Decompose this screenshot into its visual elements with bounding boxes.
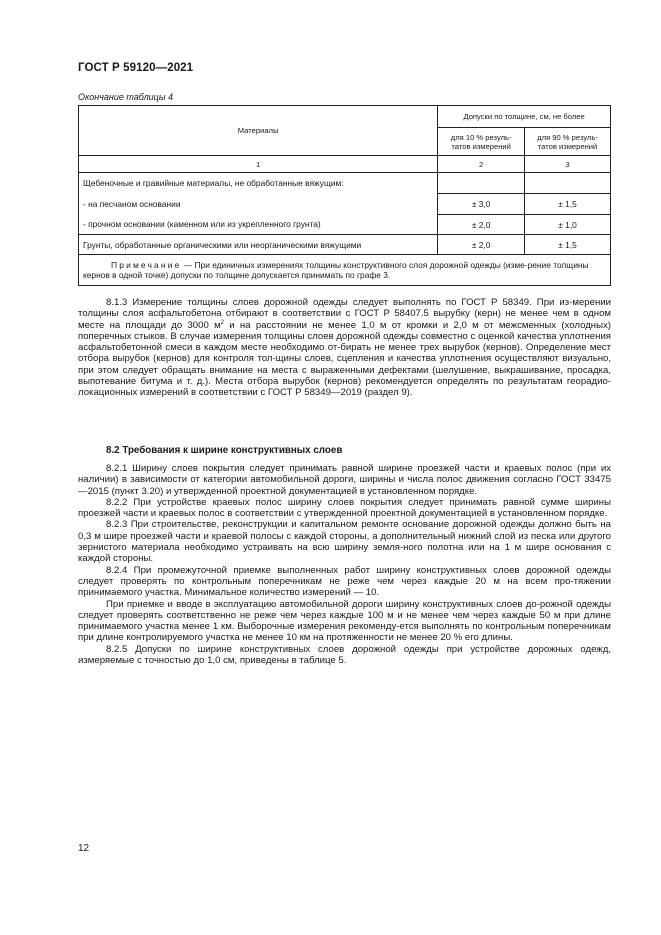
row-material: Щебеночные и гравийные материалы, не обработанные вяжущим:: [79, 173, 438, 194]
paragraph-8-2-1: 8.2.1 Ширину слоев покрытия следует принимать равной ширине проезжей части и краевых полос (при их наличии) в зависимости от категории автомобильной дороги, ширины и числа полос движения согласно ГОСТ 33475—2015 (пункт 3.20) и утвержденной проектной документацией в установленном порядке.: [78, 463, 611, 497]
table-row: [79, 173, 611, 194]
row-value-10: ± 3,0: [438, 194, 525, 215]
col-header-90pct: для 90 % резуль-татов измерений: [525, 128, 611, 156]
row-material: - на песчаном основании: [79, 194, 438, 215]
paragraph-text: и на расстоянии не менее 1,0 м от кромки и 2,0 м от межсменных (холодных) поперечных стыков. В случае измерения толщины слоев дорожной одежды совместно с оценкой качества уплотнения асфальтобетонной смеси в каждом месте необходимо от-бирать не менее трех вырубок (кернов). Определение мест отбора вырубок (кернов) для контроля тол-щины слоев, сцепления и качества уплотнения осуществляют визуально, при этом следует обращать внимание на места с выраженными дефектами (шелушение, выкрашивание, просадка, выпотевание битума и т. д.). Места отбора вырубок (кернов) рекомендуется определять по результатам георадио-локационных измерений в соответствии с ГОСТ Р 58349—2019 (раздел 9).: [78, 319, 611, 399]
document-header: ГОСТ Р 59120—2021: [78, 62, 194, 74]
row-value-10: ± 2,0: [438, 235, 525, 255]
col-header-tolerance: Допуски по толщине, см, не более: [438, 106, 611, 128]
superscript: 2: [220, 319, 225, 326]
col-number-3: 3: [525, 156, 611, 173]
section-heading-8-2: 8.2 Требования к ширине конструктивных слоев: [106, 445, 343, 456]
paragraph-text: 8.1.3 Измерение толщины слоев дорожной одежды следует выполнять по ГОСТ Р 58349. При из-мерении толщины слоя асфальтобетона отбирают в соответствии с ГОСТ Р 58407.5 вырубку (керн) не менее чем в одном месте на площади до 3000 м: [78, 297, 611, 331]
page-number: 12: [78, 843, 90, 854]
note-text: — При единичных измерениях толщины конструктивного слоя дорожной одежды (изме-рение толщины кернов в одной точке) допуски по толщине допускается принимать по графе 3.: [83, 260, 589, 280]
row-value-90: [525, 173, 611, 194]
row-value-90: ± 1,5: [525, 235, 611, 255]
paragraph-8-2-2: 8.2.2 При устройстве краевых полос ширину слоев покрытия следует принимать равной сумме ширины проезжей части и краевых полос в соответствии с утвержденной проектной документацией в установленном порядке.: [78, 496, 611, 520]
row-value-90: ± 1,5: [525, 194, 611, 215]
table-4: [78, 105, 611, 286]
col-header-10pct: для 10 % резуль-татов измерений: [438, 128, 525, 156]
table-row: [79, 215, 611, 235]
section-8-2-body: [78, 463, 611, 666]
row-value-10: ± 2,0: [438, 215, 525, 235]
row-material: - прочном основании (каменном или из укрепленного грунта): [79, 215, 438, 235]
table-note: [79, 255, 611, 286]
paragraph-8-1-3: [78, 297, 611, 399]
table-caption: Окончание таблицы 4: [78, 92, 173, 102]
row-value-10: [438, 173, 525, 194]
paragraph-8-2-4: 8.2.4 При промежуточной приемке выполненных работ ширину конструктивных слоев дорожной одежды следует проверять по контрольным поперечникам не реже чем через каждые 20 м на всем про-тяжении принимаемого участка. Минимальное количество измерений — 10.: [78, 564, 611, 599]
table-row: [79, 235, 611, 255]
col-header-materials: Материалы: [79, 106, 438, 156]
paragraph-8-2-3: 8.2.3 При строительстве, реконструкции и капитальном ремонте основание дорожной одежды должно быть на 0,3 м шире проезжей части и краевой полосы с каждой стороны, а дополнительный нижний слой из песка или другого зернистого материала необходимо устраивать на всю ширину земля-ного полотна или на 1 м шире основания с каждой стороны.: [78, 519, 611, 565]
row-material: Грунты, обработанные органическими или неорганическими вяжущими: [79, 235, 438, 255]
col-number-1: 1: [79, 156, 438, 173]
paragraph-8-2-5: 8.2.5 Допуски по ширине конструктивных слоев дорожной одежды при устройстве дорожных одежд, измеряемые с точностью до 1,0 см, приведены в таблице 5.: [78, 643, 611, 667]
col-number-2: 2: [438, 156, 525, 173]
table-row: [79, 194, 611, 215]
row-value-90: ± 1,0: [525, 215, 611, 235]
note-label: Примечание: [111, 260, 182, 270]
paragraph-8-2-4-cont: При приемке и вводе в эксплуатацию автомобильной дороги ширину конструктивных слоев до-рожной одежды следует проверять соответственно не реже чем через каждые 100 м и не менее чем через каждые 50 м при длине принимаемого участка менее 1 км. Выборочные измерения рекоменду-ется выполнять по контрольным поперечникам при длине контролируемого участка не менее 10 км на протяженности не менее 20 % его длины.: [78, 598, 611, 644]
